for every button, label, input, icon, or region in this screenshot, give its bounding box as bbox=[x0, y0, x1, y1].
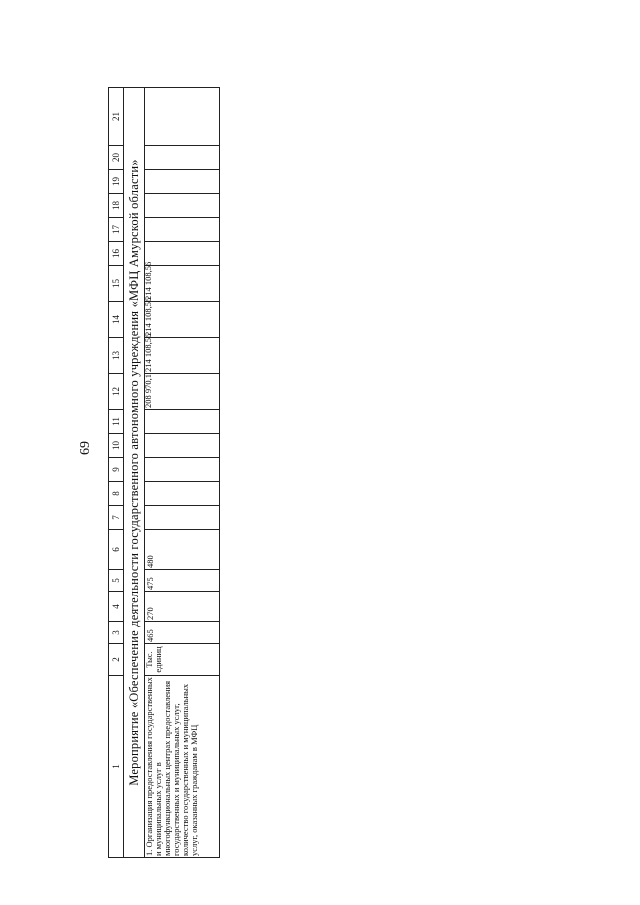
cell-col-14: 214 108,56 bbox=[145, 302, 220, 338]
title-row bbox=[124, 88, 145, 858]
col-number-21: 21 bbox=[109, 88, 124, 146]
col-number-11: 11 bbox=[109, 410, 124, 434]
cell-col-11 bbox=[145, 410, 220, 434]
col-number-3: 3 bbox=[109, 622, 124, 644]
cell-col-5: 475 bbox=[145, 570, 220, 592]
cell-col-4: 270 bbox=[145, 592, 220, 622]
row-description: 1. Организация предоставления государственных и муниципальных услуг в многофункциональных центрах предоставления государственных и муниципальных услуг, количество государственных и муниципальных услуг, оказанных гражданам в МФЦ bbox=[145, 676, 220, 858]
cell-col-15: 214 108,56 bbox=[145, 266, 220, 302]
col-number-8: 8 bbox=[109, 482, 124, 506]
cell-col-19 bbox=[145, 170, 220, 194]
cell-col-10 bbox=[145, 434, 220, 458]
col-number-7: 7 bbox=[109, 506, 124, 530]
cell-col-18 bbox=[145, 194, 220, 218]
col-number-14: 14 bbox=[109, 302, 124, 338]
page-number: 69 bbox=[78, 441, 93, 455]
col-number-13: 13 bbox=[109, 338, 124, 374]
col-number-18: 18 bbox=[109, 194, 124, 218]
cell-col-7 bbox=[145, 506, 220, 530]
cell-col-16 bbox=[145, 242, 220, 266]
activity-title: Мероприятие «Обеспечение деятельности государственного автономного учреждения «МФЦ Амурской области» bbox=[124, 88, 145, 858]
col-number-16: 16 bbox=[109, 242, 124, 266]
col-number-2: 2 bbox=[109, 644, 124, 676]
column-number-row bbox=[109, 88, 124, 858]
cell-col-13: 214 108,56 bbox=[145, 338, 220, 374]
col-number-1: 1 bbox=[109, 676, 124, 858]
col-number-9: 9 bbox=[109, 458, 124, 482]
cell-col-9 bbox=[145, 458, 220, 482]
cell-col-8 bbox=[145, 482, 220, 506]
program-table bbox=[108, 87, 220, 858]
cell-col-3: 465 bbox=[145, 622, 220, 644]
col-number-20: 20 bbox=[109, 146, 124, 170]
table-row bbox=[145, 88, 220, 858]
cell-col-17 bbox=[145, 218, 220, 242]
cell-col-12: 208 970,1 bbox=[145, 374, 220, 410]
cell-col-6: 480 bbox=[145, 530, 220, 570]
cell-col-21 bbox=[145, 88, 220, 146]
col-number-15: 15 bbox=[109, 266, 124, 302]
col-number-6: 6 bbox=[109, 530, 124, 570]
col-number-19: 19 bbox=[109, 170, 124, 194]
col-number-4: 4 bbox=[109, 592, 124, 622]
rotated-table-wrapper bbox=[108, 108, 218, 858]
cell-col-20 bbox=[145, 146, 220, 170]
col-number-17: 17 bbox=[109, 218, 124, 242]
col-number-12: 12 bbox=[109, 374, 124, 410]
row-unit: Тыс. единиц bbox=[145, 644, 220, 676]
col-number-10: 10 bbox=[109, 434, 124, 458]
col-number-5: 5 bbox=[109, 570, 124, 592]
